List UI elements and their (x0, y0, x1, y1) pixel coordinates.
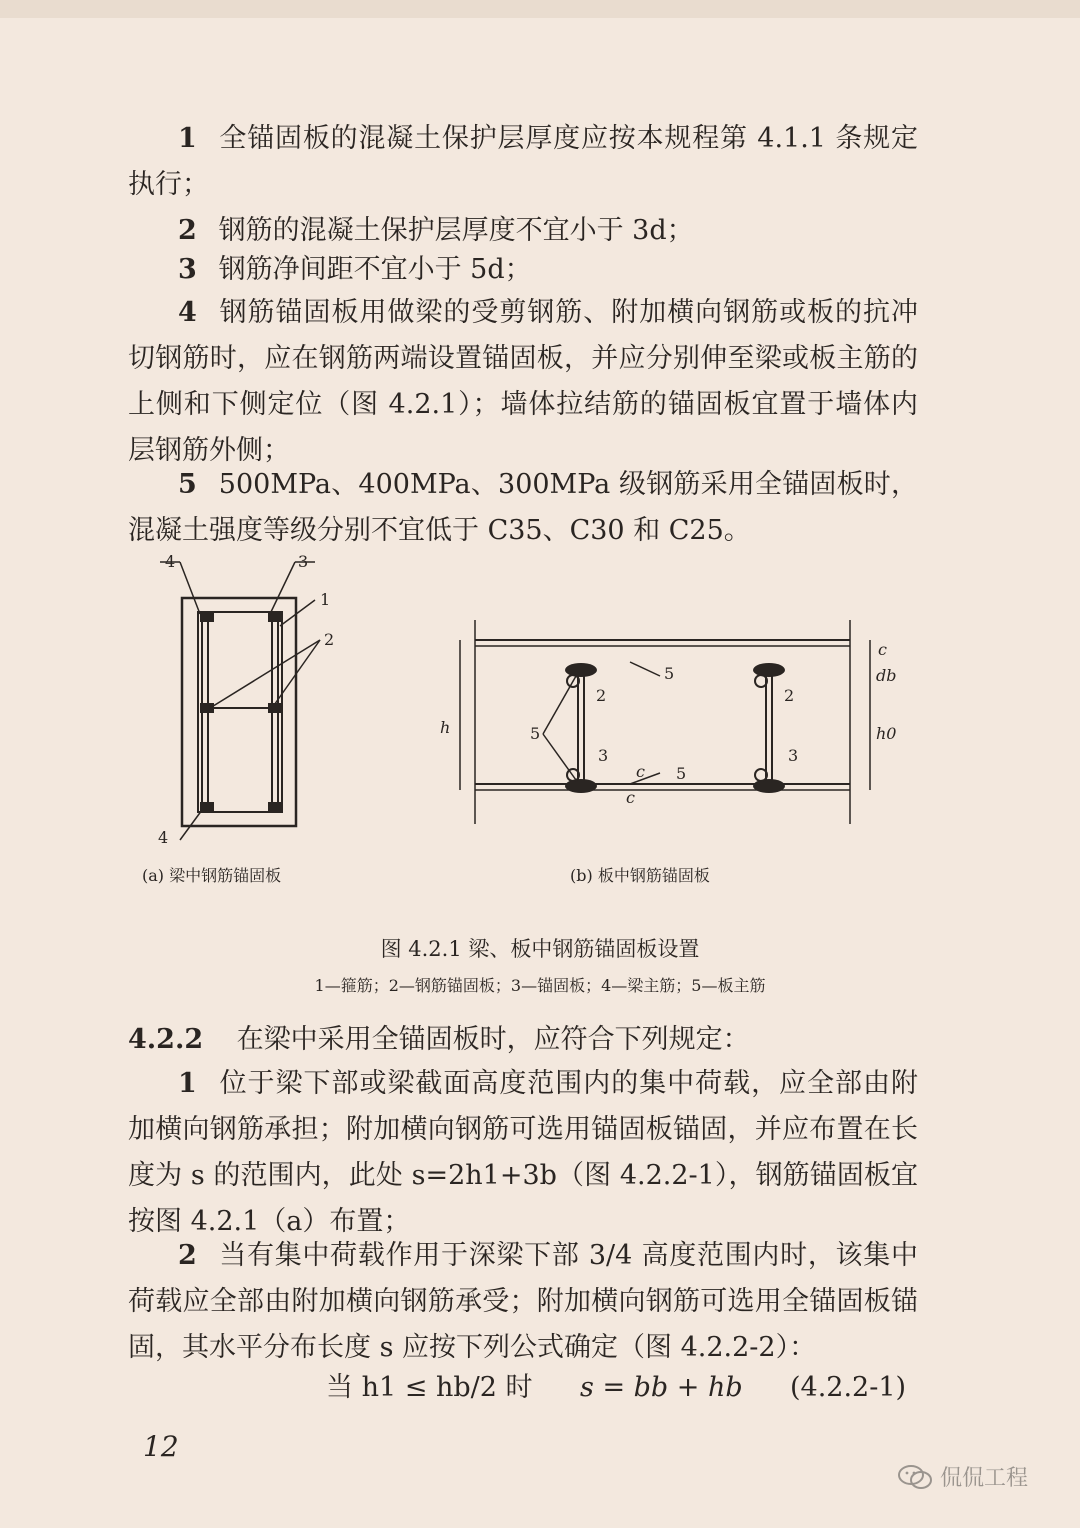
section-4-2-2 (128, 1017, 918, 1063)
item-text: 500MPa、400MPa、300MPa 级钢筋采用全锚固板时，混凝土强度等级分别不宜低于 C35、C30 和 C25。 (128, 469, 918, 546)
item-text: 位于梁下部或梁截面高度范围内的集中荷载，应全部由附加横向钢筋承担；附加横向钢筋可选用锚固板锚固，并应布置在长度为 s 的范围内，此处 s=2h1+3b（图 4.2.2-1），钢筋锚固板宜按图 4.2.1（a）布置； (128, 1068, 918, 1237)
figure-title: 图 4.2.1 梁、板中钢筋锚固板设置 (380, 937, 700, 961)
item-3 (128, 247, 918, 293)
dim-db-label: db (876, 666, 897, 685)
formula-condition: 当 h1 ≤ hb/2 时 (326, 1372, 533, 1403)
label-5-top: 5 (664, 664, 675, 683)
caption-a: (a) 梁中钢筋锚固板 (142, 866, 282, 885)
formula-expression: s = bb + hb (580, 1372, 743, 1403)
label-5-left: 5 (530, 724, 541, 743)
label-3-right: 3 (788, 746, 799, 765)
figure-4-2-1 (120, 548, 920, 908)
leader-line (630, 773, 660, 784)
figure-legend: 1—箍筋；2—钢筋锚固板；3—锚固板；4—梁主筋；5—板主筋 (314, 976, 766, 995)
item-number: 1 (178, 123, 197, 154)
item-number: 2 (178, 215, 197, 246)
section-number: 4.2.2 (128, 1024, 204, 1055)
leader-line (543, 734, 576, 780)
anchor-plate (268, 802, 282, 812)
top-edge (0, 0, 1080, 18)
leader-line (210, 640, 320, 708)
label-4-bottom: 4 (158, 828, 169, 847)
label-2: 2 (324, 630, 335, 649)
leader-line (630, 662, 660, 676)
section-item-2 (128, 1233, 918, 1371)
item-number: 3 (178, 254, 197, 285)
item-text: 钢筋净间距不宜小于 5d； (218, 254, 532, 285)
label-2-right: 2 (784, 686, 795, 705)
figure-drawing (120, 548, 920, 908)
item-1 (128, 116, 918, 208)
dim-h0-label: h0 (876, 724, 897, 743)
page-number: 12 (143, 1430, 179, 1463)
label-3-left: 3 (598, 746, 609, 765)
item-number: 5 (178, 469, 197, 500)
dim-c-bottom-2: c (636, 762, 645, 781)
item-5 (128, 462, 918, 554)
label-5-bottom: 5 (676, 764, 687, 783)
section-item-1 (128, 1061, 918, 1245)
caption-b: (b) 板中钢筋锚固板 (570, 866, 710, 885)
leader-line (280, 600, 315, 626)
item-4 (128, 290, 918, 474)
label-2-left: 2 (596, 686, 607, 705)
dim-c-bottom: c (626, 788, 635, 807)
item-number: 1 (178, 1068, 197, 1099)
item-text: 钢筋的混凝土保护层厚度不宜小于 3d； (218, 215, 694, 246)
item-text: 全锚固板的混凝土保护层厚度应按本规程第 4.1.1 条规定执行； (128, 123, 918, 200)
wechat-icon (898, 1464, 932, 1490)
item-text: 钢筋锚固板用做梁的受剪钢筋、附加横向钢筋或板的抗冲切钢筋时，应在钢筋两端设置锚固板，并应分别伸至梁或板主筋的上侧和下侧定位（图 4.2.1）；墙体拉结筋的锚固板宜置于墙体内层钢筋外侧； (128, 297, 918, 466)
leader-line (543, 676, 576, 734)
label-3: 3 (298, 552, 309, 571)
item-number: 2 (178, 1240, 197, 1271)
item-number: 4 (178, 297, 197, 328)
section-heading: 在梁中采用全锚固板时，应符合下列规定： (236, 1024, 750, 1055)
dim-h-label: h (440, 718, 451, 737)
formula-number: (4.2.2-1) (790, 1372, 907, 1403)
dim-c-top: c (878, 640, 887, 659)
leader-line (270, 562, 295, 614)
label-4-top: 4 (165, 552, 176, 571)
label-1: 1 (320, 590, 331, 609)
watermark-text: 侃侃工程 (940, 1466, 1029, 1491)
watermark (898, 1461, 1028, 1492)
anchor-plate (200, 612, 214, 622)
item-text: 当有集中荷载作用于深梁下部 3/4 高度范围内时，该集中荷载应全部由附加横向钢筋承受；附加横向钢筋可选用全锚固板锚固，其水平分布长度 s 应按下列公式确定（图 4.2.2-2）： (128, 1240, 918, 1363)
